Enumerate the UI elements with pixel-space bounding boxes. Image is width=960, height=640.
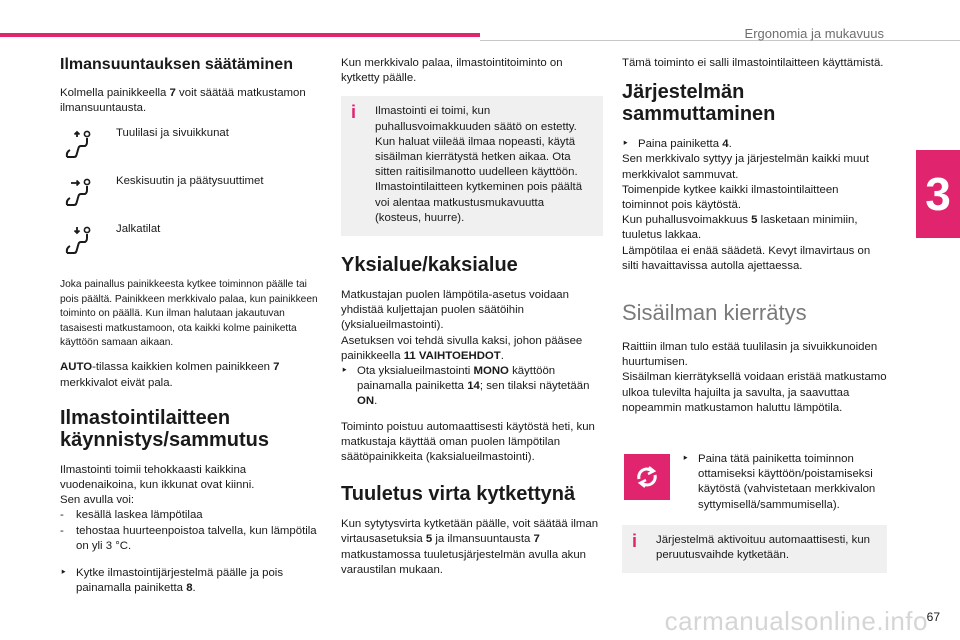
paragraph: Lämpötilaa ei enää säädetä. Kevyt ilmavirtaus on silti havaittavissa autolla ajettaessa.: [622, 244, 871, 272]
header-accent-bar: [0, 33, 480, 37]
section-title: Tuuletus virta kytkettynä: [341, 483, 576, 506]
footwell-airflow-icon: [64, 226, 94, 256]
paragraph: Raittiin ilman tulo estää tuulilasin ja sivuikkunoiden huurtumisen.: [622, 341, 878, 369]
paragraph: Toiminto poistuu automaattisesti käytöstä heti, kun matkustaja käyttää oman puolen lämpötilan säätöpainikkeita (kaksialueilmastointi).: [341, 420, 595, 464]
mode-row-windshield: [60, 126, 322, 174]
section-title: Ilmastointilaitteen käynnistys/sammutus: [60, 406, 269, 451]
arrow-bullet-icon: ‣: [341, 365, 348, 378]
info-icon: i: [351, 102, 357, 123]
paragraph: Kun puhallusvoimakkuus 5 lasketaan minimiin, tuuletus lakkaa.: [622, 214, 858, 242]
paragraph: AUTO-tilassa kaikkien kolmen painikkeen 7 merkkivalot eivät pala.: [60, 361, 280, 389]
list-item: - kesällä laskea lämpötilaa: [60, 509, 203, 522]
recirculation-icon: [624, 454, 670, 500]
info-text: Ilmastointi ei toimi, kun puhallusvoimakkuuden säätö on estetty. Kun haluat viileää ilmaa nopeasti, käytä sisäilman kierrätystä hetken aikaa. Ota sitten raitisilmanotto uudelleen käyttöön. Ilmastointilaitteen kytkeminen pois päältä voi alentaa matkustusmukavuutta (kosteus, huurre).: [375, 105, 583, 224]
paragraph: Tämä toiminto ei salli ilmastointilaitteen käyttämistä.: [622, 57, 884, 69]
arrow-bullet-icon: ‣: [60, 567, 67, 580]
paragraph: Sen merkkivalo syttyy ja järjestelmän kaikki muut merkkivalot sammuvat.: [622, 153, 869, 181]
instruction-bullet: ‣ Kytke ilmastointijärjestelmä päälle ja pois painamalla painiketta 8.: [60, 566, 322, 596]
section-title: Järjestelmän sammuttaminen: [622, 81, 776, 126]
section-header: Ergonomia ja mukavuus: [744, 26, 884, 41]
column-3: [622, 56, 887, 591]
recirculation-instruction: [622, 452, 887, 513]
paragraph: Toimenpide kytkee kaikki ilmastointilaitteen toiminnot pois käytöstä.: [622, 183, 839, 212]
instruction-bullet: ‣ Paina painiketta 4.: [622, 137, 887, 152]
page-number: 67: [926, 610, 940, 624]
section-title: Yksialue/kaksialue: [341, 254, 518, 277]
paragraph: Ilmastointi toimii tehokkaasti kaikkina vuodenaikoina, kun ikkunat ovat kiinni.: [60, 463, 255, 492]
windshield-airflow-icon: [64, 130, 94, 160]
info-text: Järjestelmä aktivoituu automaattisesti, kun peruutusvaihde kytketään.: [656, 533, 870, 562]
info-box: [341, 96, 603, 236]
paragraph: Kolmella painikkeella 7 voit säätää matkustamon ilmansuuntausta.: [60, 87, 306, 115]
paragraph: Matkustajan puolen lämpötila-asetus voidaan yhdistää kuljettajan puolen säätöihin (yksialueilmastointi).: [341, 289, 569, 332]
mode-row-footwell: [60, 222, 322, 270]
arrow-bullet-icon: ‣: [682, 453, 689, 466]
center-vent-airflow-icon: [64, 178, 94, 208]
instruction-bullet: ‣ Paina tätä painiketta toiminnon ottamiseksi käyttöön/poistamiseksi käytöstä (vahvistetaan merkkivalon syttymisellä/sammumisella).: [682, 452, 887, 513]
info-icon: i: [632, 530, 638, 551]
paragraph: Kun merkkivalo palaa, ilmastointitoiminto on kytketty päälle.: [341, 57, 563, 85]
header-rule: [480, 40, 960, 41]
list-item: - tehostaa huurteenpoistoa talvella, kun lämpötila on yli 3 °C.: [60, 524, 317, 552]
chapter-tab: 3: [916, 150, 960, 238]
mode-label: Keskisuutin ja päätysuuttimet: [116, 175, 264, 188]
section-title: Sisäilman kierrätys: [622, 300, 807, 326]
mode-label: Jalkatilat: [116, 223, 161, 236]
watermark: carmanualsonline.info: [664, 606, 928, 636]
instruction-bullet: ‣ Ota yksialueilmastointi MONO käyttöön painamalla painiketta 14; sen tilaksi näytetään ON.: [341, 364, 603, 410]
section-title: Ilmansuuntauksen säätäminen: [60, 56, 293, 73]
info-box: [622, 525, 887, 573]
paragraph: Sisäilman kierrätyksellä voidaan eristää matkustamo ulkoa tulevilta hajuilta ja savulta, ja saavuttaa nopeammin matkustamon haluttu lämpötila.: [622, 371, 887, 414]
note-paragraph: Joka painallus painikkeesta kytkee toiminnon päälle tai pois päältä. Painikkeen merkkivalo palaa, kun painikkeen toiminto on päällä. Kun ilman halutaan jakautuvan tasaisesti matkustamoon, ota kaikki kolme painiketta käyttöön samaan aikaan.: [60, 279, 318, 349]
column-1: [60, 56, 322, 596]
paragraph: Sen avulla voi:: [60, 494, 135, 507]
paragraph: Kun sytytysvirta kytketään päälle, voit säätää ilman virtausasetuksia 5 ja ilmansuuntausta 7 matkustamossa tuuletusjärjestelmän avulla akun varaustilan mukaan.: [341, 518, 599, 576]
mode-row-center: [60, 174, 322, 222]
column-2: [341, 56, 603, 588]
mode-label: Tuulilasi ja sivuikkunat: [116, 127, 229, 140]
arrow-bullet-icon: ‣: [622, 138, 629, 151]
paragraph: Asetuksen voi tehdä sivulla kaksi, johon pääsee painikkeella 11 VAIHTOEHDOT.: [341, 334, 583, 362]
